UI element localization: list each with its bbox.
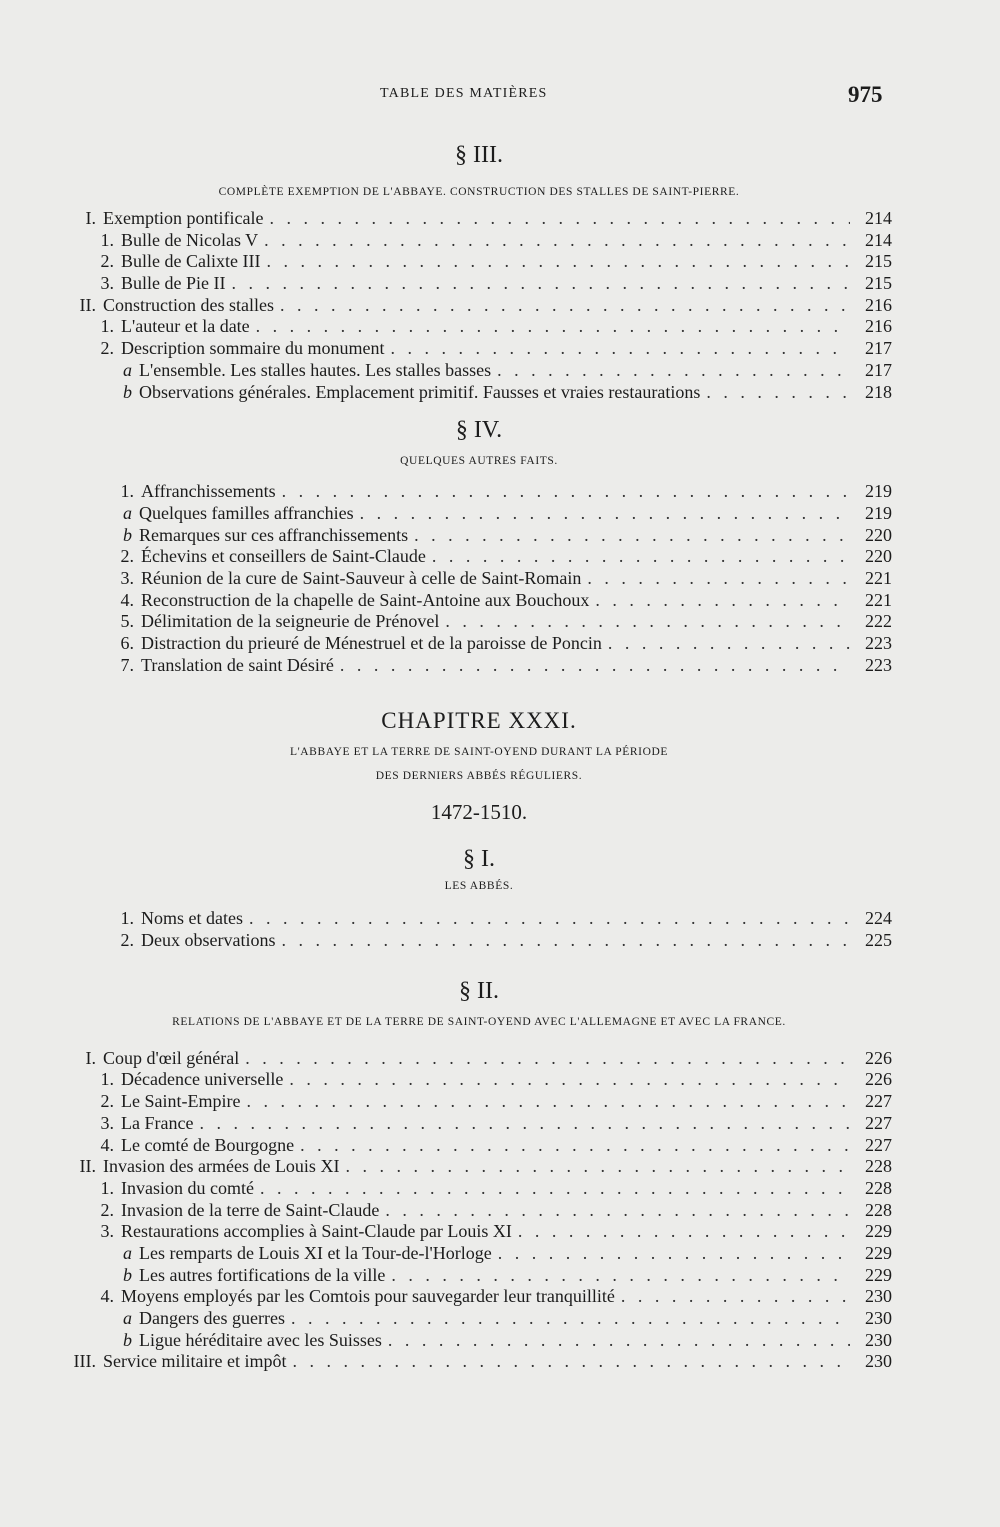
toc-entry: a Quelques familles affranchies . . . 219 bbox=[66, 503, 892, 525]
section-mark: § II. bbox=[459, 977, 499, 1004]
toc-entry: II. Construction des stalles . . . 216 bbox=[66, 295, 892, 317]
toc-entry: 1. L'auteur et la date . . . 216 bbox=[66, 316, 892, 338]
toc-entry: 3. Réunion de la cure de Saint-Sauveur à celle de Saint-Romain . . . 221 bbox=[66, 568, 892, 590]
toc-entry: 7. Translation de saint Désiré . . . 223 bbox=[66, 655, 892, 677]
table-of-contents bbox=[66, 140, 892, 1373]
toc-entry: 4. Moyens employés par les Comtois pour sauvegarder leur tranquillité . . . 230 bbox=[66, 1286, 892, 1308]
toc-entry: 1. Décadence universelle . . . 226 bbox=[66, 1069, 892, 1091]
toc-entry: 1. Invasion du comté . . . 228 bbox=[66, 1178, 892, 1200]
toc-entry: b Ligue héréditaire avec les Suisses . . . 230 bbox=[66, 1330, 892, 1352]
toc-entry: 5. Délimitation de la seigneurie de Prénovel . . . 222 bbox=[66, 611, 892, 633]
toc-entry: a Les remparts de Louis XI et la Tour-de-l'Horloge . . . 229 bbox=[66, 1243, 892, 1265]
toc-entry: 6. Distraction du prieuré de Ménestruel et de la paroisse de Poncin . . . 223 bbox=[66, 633, 892, 655]
toc-entry: a Dangers des guerres . . . 230 bbox=[66, 1308, 892, 1330]
toc-entry: 4. Reconstruction de la chapelle de Saint-Antoine aux Bouchoux . . . 221 bbox=[66, 590, 892, 612]
section-heading: COMPLÈTE EXEMPTION DE L'ABBAYE. CONSTRUCTION DES STALLES DE SAINT-PIERRE. bbox=[218, 186, 740, 198]
running-head-title: TABLE DES MATIÈRES bbox=[380, 86, 548, 101]
toc-entry: 4. Le comté de Bourgogne . . . 227 bbox=[66, 1135, 892, 1157]
toc-entry: 2. Invasion de la terre de Saint-Claude . . . 228 bbox=[66, 1200, 892, 1222]
toc-entry: 3. Restaurations accomplies à Saint-Claude par Louis XI . . . 229 bbox=[66, 1221, 892, 1243]
toc-entry: 1. Bulle de Nicolas V . . . 214 bbox=[66, 230, 892, 252]
section-heading: RELATIONS DE L'ABBAYE ET DE LA TERRE DE SAINT-OYEND AVEC L'ALLEMAGNE ET AVEC LA FRANCE. bbox=[172, 1015, 786, 1028]
toc-entry: 2. Le Saint-Empire . . . 227 bbox=[66, 1091, 892, 1113]
running-head bbox=[0, 82, 1000, 106]
toc-entry: 2. Échevins et conseillers de Saint-Claude . . . 220 bbox=[66, 546, 892, 568]
chapter-subtitle: DES DERNIERS ABBÉS RÉGULIERS. bbox=[375, 770, 583, 783]
toc-entry: b Remarques sur ces affranchissements . . . 220 bbox=[66, 525, 892, 547]
toc-entry: 2. Description sommaire du monument . . . 217 bbox=[66, 338, 892, 360]
toc-entry: I. Coup d'œil général . . . 226 bbox=[66, 1048, 892, 1070]
chapter-years: 1472-1510. bbox=[430, 800, 528, 825]
toc-entry: 3. Bulle de Pie II . . . 215 bbox=[66, 273, 892, 295]
toc-entry: 1. Affranchissements . . . 219 bbox=[66, 481, 892, 503]
toc-entry: 2. Deux observations . . . 225 bbox=[66, 930, 892, 952]
chapter-subtitle: L'ABBAYE ET LA TERRE DE SAINT-OYEND DURANT LA PÉRIODE bbox=[289, 746, 669, 759]
section-mark: § III. bbox=[455, 142, 503, 168]
toc-entry: b Les autres fortifications de la ville . . . 229 bbox=[66, 1265, 892, 1287]
toc-entry: b Observations générales. Emplacement primitif. Fausses et vraies restaurations . . . 218 bbox=[66, 382, 892, 404]
section-mark: § IV. bbox=[455, 417, 503, 444]
section-mark: § I. bbox=[463, 846, 495, 873]
toc-entry: II. Invasion des armées de Louis XI . . . 228 bbox=[66, 1156, 892, 1178]
toc-entry: III. Service militaire et impôt . . . 230 bbox=[66, 1351, 892, 1373]
toc-entry: 2. Bulle de Calixte III . . . 215 bbox=[66, 251, 892, 273]
section-heading: QUELQUES AUTRES FAITS. bbox=[400, 455, 558, 468]
chapter-title: CHAPITRE XXXI. bbox=[381, 708, 577, 734]
page-number: 975 bbox=[848, 82, 883, 107]
toc-entry: 1. Noms et dates . . . 224 bbox=[66, 908, 892, 930]
toc-entry: a L'ensemble. Les stalles hautes. Les stalles basses . . . 217 bbox=[66, 360, 892, 382]
section-heading: LES ABBÉS. bbox=[444, 880, 514, 893]
toc-entry: I. Exemption pontificale . . . 214 bbox=[66, 208, 892, 230]
toc-entry: 3. La France . . . 227 bbox=[66, 1113, 892, 1135]
